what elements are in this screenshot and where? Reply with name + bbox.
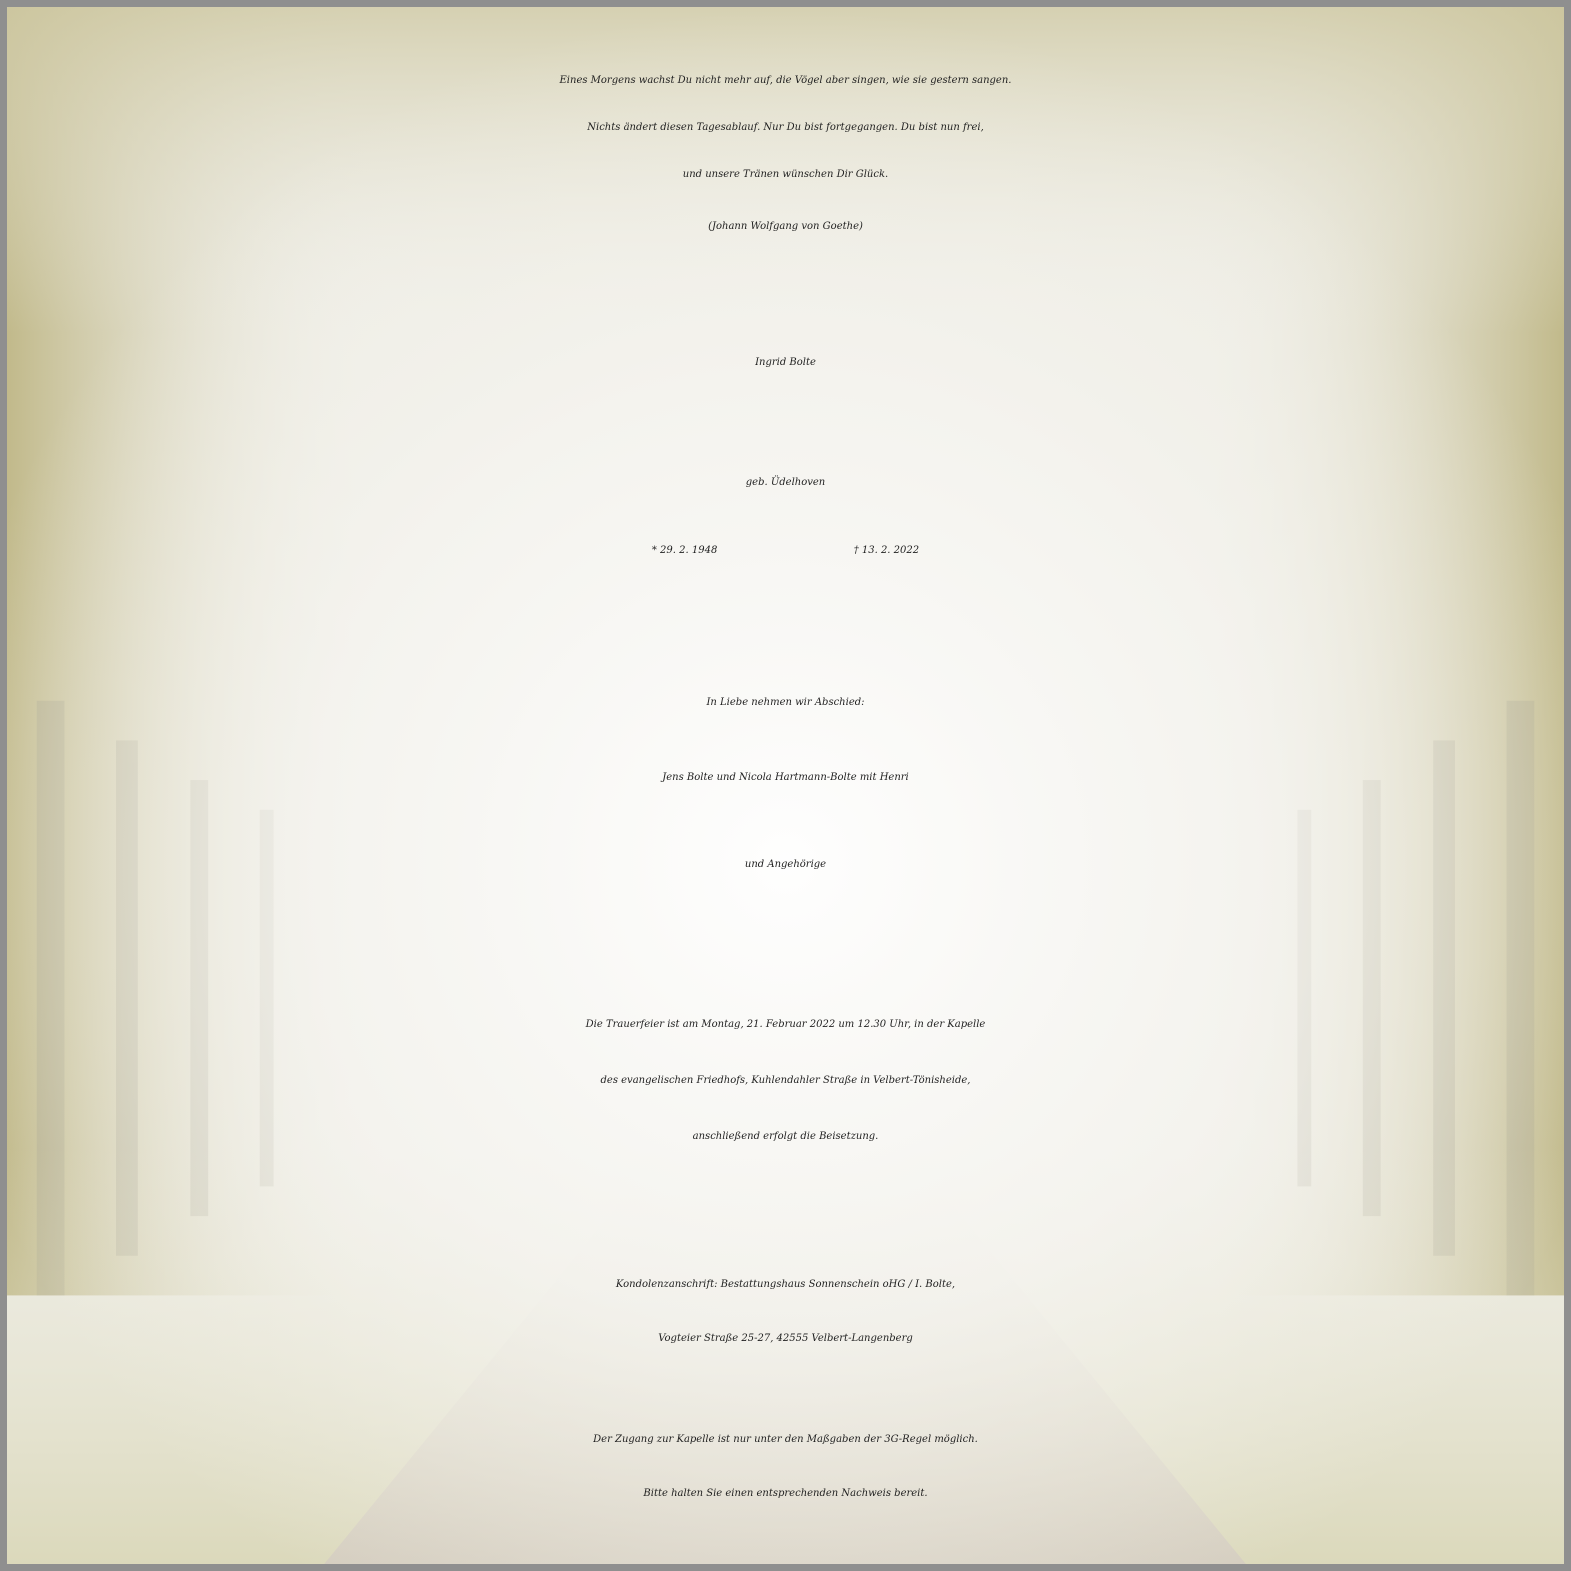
notice-line-2: Bitte halten Sie einen entsprechenden Nachweis bereit. bbox=[643, 1488, 928, 1499]
ceremony-line-3: anschließend erfolgt die Beisetzung. bbox=[692, 1131, 879, 1142]
deceased-name: Ingrid Bolte bbox=[755, 357, 816, 368]
death-date: † 13. 2. 2022 bbox=[853, 545, 920, 556]
obituary-text bbox=[7, 7, 1564, 1564]
ceremony-line-2: des evangelischen Friedhofs, Kuhlendahler Straße in Velbert-Tönisheide, bbox=[600, 1075, 971, 1086]
ceremony-line-1: Die Trauerfeier ist am Montag, 21. Februar 2022 um 12.30 Uhr, in der Kapelle bbox=[585, 1019, 986, 1030]
notice-line-1: Der Zugang zur Kapelle ist nur unter den Maßgaben der 3G-Regel möglich. bbox=[593, 1434, 978, 1445]
condolence-line-1: Kondolenzanschrift: Bestattungshaus Sonnenschein oHG / I. Bolte, bbox=[615, 1279, 956, 1290]
mourners-line-1: Jens Bolte und Nicola Hartmann-Bolte mit Henri bbox=[662, 772, 909, 783]
mourners-line-2: und Angehörige bbox=[744, 859, 827, 870]
maiden-name: geb. Üdelhoven bbox=[745, 477, 826, 488]
quote-line-1: Eines Morgens wachst Du nicht mehr auf, die Vögel aber singen, wie sie gestern sangen. bbox=[559, 75, 1012, 86]
life-dates bbox=[7, 545, 1564, 556]
quote-author: (Johann Wolfgang von Goethe) bbox=[708, 221, 863, 232]
condolence-line-2: Vogteier Straße 25-27, 42555 Velbert-Langenberg bbox=[658, 1333, 913, 1344]
quote-line-2: Nichts ändert diesen Tagesablauf. Nur Du bist fortgegangen. Du bist nun frei, bbox=[587, 122, 984, 133]
farewell-intro: In Liebe nehmen wir Abschied: bbox=[706, 697, 865, 708]
birth-date: * 29. 2. 1948 bbox=[651, 545, 718, 556]
quote-line-3: und unsere Tränen wünschen Dir Glück. bbox=[682, 169, 889, 180]
